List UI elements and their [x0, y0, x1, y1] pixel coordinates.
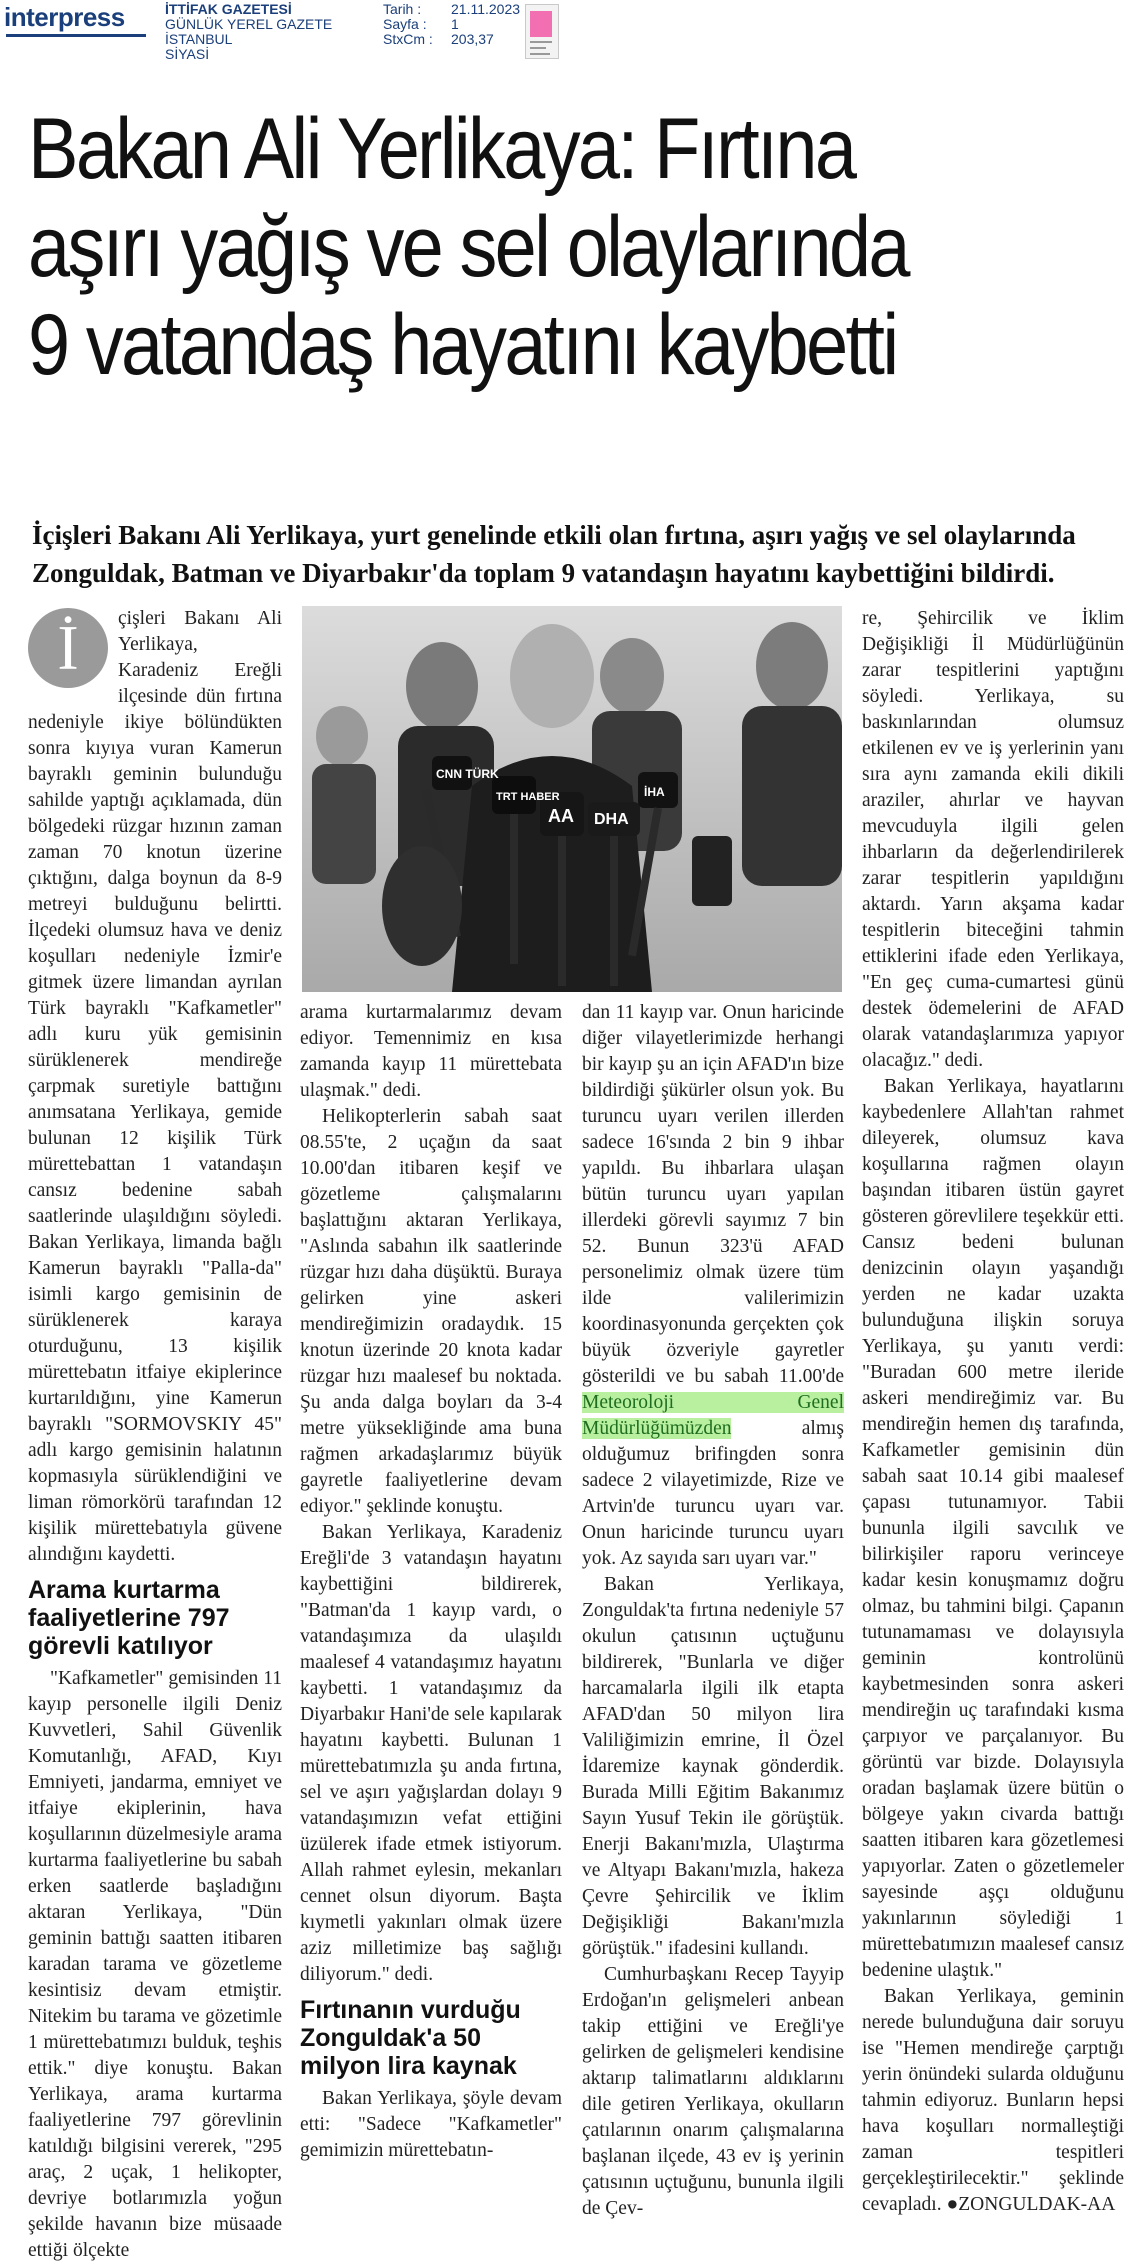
lead-paragraph: İçişleri Bakanı Ali Yerlikaya, yurt genelinde etkili olan fırtına, aşırı yağış ve sel olaylarında Zonguldak, Batman ve Diyarbakır'da toplam 9 vatandaşın hayatını kaybettiğini bildirdi. [32, 520, 1076, 588]
page-label: Sayfa : [383, 16, 427, 32]
col1-paragraph-2: "Kafkametler" gemisinden 11 kayıp personelle ilgili Deniz Kuvvetleri, Sahil Güvenlik Komutanlığı, AFAD, Kıyı Emniyeti, jandarma, emniyet ve itfaiye ekiplerinin, hava koşullarının düzelmesiyle arama kurtarma faaliyetlerine bu sabah erken saatlerde başladığını aktaran Yerlikaya, "Dün geminin battığı saatten itibaren karadan tarama ve gözetleme kesintisiz devam etmiştir. Nitekim bu tarama ve gözetimle 1 mürettebatımızı bulduk, teşhis ettik." diye konuştu. Bakan Yerlikaya, arama kurtarma faaliyetlerine 797 görevlinin katıldığı bilgisini vererek, "295 araç, 2 uçak, 1 helikopter, devriye botlarımızla yoğun şekilde havanın bize müsaade ettiği ölçekte [28, 1668, 282, 2261]
headline-line-2: aşırı yağış ve sel olaylarında [28, 199, 908, 295]
column-4 [862, 606, 1124, 2218]
press-photo [302, 606, 842, 992]
col3-paragraph-2: Bakan Yerlikaya, Zonguldak'ta fırtına nedeniyle 57 okulun çatısının uçtuğunu bildirerek, "Bunlarla ve diğer harcamalarla ilgili ilk etapta AFAD'dan 50 milyon lira Valiliğimizin emrine, İl Özel İdaremize kaynak gönderdik. Burada Milli Eğitim Bakanımız Sayın Yusuf Tekin ile görüştük. Enerji Bakanı'mızla, Ulaştırma ve Altyapı Bakanı'mızla, hakeza Çevre Şehircilik ve İklim Değişikliği Bakanı'mızla görüştük." ifadesini kullandı. [582, 1574, 844, 1959]
publication-frequency: GÜNLÜK YEREL GAZETE [165, 16, 333, 32]
news-credit: ZONGULDAK-AA [958, 2194, 1116, 2215]
thumbnail-line [530, 41, 552, 43]
area-label: StxCm : [383, 31, 433, 47]
thumbnail-highlight [530, 11, 552, 37]
subheading-zonguldak: Fırtınanın vurduğu Zonguldak'a 50 milyon lira kaynak [300, 1996, 521, 2080]
mic-label-3: AA [548, 806, 574, 826]
mic-label-2: TRT HABER [496, 791, 560, 803]
date-value: 21.11.2023 [451, 1, 521, 17]
col4-p3-text: Bakan Yerlikaya, geminin nerede bulunduğuna dair soruyu ise "Hemen mendireğe çarptığı yerin önündeki sularda olduğunu tahmin ediyoruz. Bunların hepsi hava koşulları normalleştiği zaman tespitleri gerçekleştirilecektir." şeklinde cevapladı. [862, 1986, 1124, 2215]
credit-bullet: ● [946, 2194, 959, 2215]
col3-paragraph-1 [582, 1000, 844, 1572]
headline-line-1: Bakan Ali Yerlikaya: Fırtına [28, 101, 855, 197]
mic-label-1: CNN TÜRK [436, 767, 499, 781]
col1-p1-text: çişleri Bakanı Ali Yerlikaya, Karadeniz Ereğli ilçesinde dün fırtına nedeniyle ikiye bölündükten sonra kıyıya vuran Kamerun bayraklı geminin bulunduğu sahilde yaptığı açıklamada, dün bölgedeki rüzgar hızının zaman zaman 70 knotun üzerine çıktığını, dalga boynun da 8-9 metreyi bulduğunu belirtti. İlçedeki olumsuz hava ve deniz koşulları nedeniyle İzmir'e gitmek üzere limandan ayrılan Türk bayraklı "Kafkametler" adlı kuru yük gemisinin sürüklenerek mendireğe çarpmak suretiyle battığını anımsatana Yerlikaya, gemide bulunan 12 kişilik Türk mürettebattan 1 vatandaşın cansız bedenine sabah saatlerinde ulaşıldığını söyledi. Bakan Yerlikaya, limanda bağlı Kamerun bayraklı "Palla-da" isimli kargo gemisinin de sürüklenerek karaya oturduğunu, 13 kişilik mürettebatın itfaiye ekiplerince kurtarıldığını, yine Kamerun bayraklı "SORMOVSKIY 45" adlı kargo gemisinin halatının kopmasıyla sürüklendiğini ve liman römorkörü tarafından 12 kişilik mürettebatıyla güvene alındığını kaydetti. [28, 608, 282, 1565]
col1-paragraph-1 [28, 606, 282, 1568]
publication-info [165, 2, 332, 62]
column-1 [28, 606, 282, 2264]
mic-label-5: İHA [644, 785, 665, 799]
col2-paragraph-3: Bakan Yerlikaya, Karadeniz Ereğli'de 3 vatandaşın hayatını kaybettiğini bildirerek, "Batman'da 1 kayıp vardı, o vatandaşımıza da ulaşıldı maalesef 4 vatandaşımız hayatını kaybetti. 1 vatandaşımız da Diyarbakır Hani'de sele kapılarak hayatını kaybetti. Bulunan 1 mürettebatımızla şu anda fırtına, sel ve aşırı yağışlardan dolayı 9 vatandaşımızın vefat ettiğini üzülerek ifade etmek istiyorum. Allah rahmet eylesin, mekanları cennet olsun diyorum. Başta kıymetli yakınları olmak üzere aziz milletimize baş sağlığı diliyorum." dedi. [300, 1522, 562, 1985]
headline-line-3: 9 vatandaş hayatını kaybetti [28, 297, 897, 393]
col2-paragraph-1: arama kurtarmalarımız devam ediyor. Temennimiz en kısa zamanda kayıp 11 mürettebata ulaşmak." dedi. [300, 1002, 562, 1101]
col3-p1-text: dan 11 kayıp var. Onun haricinde diğer vilayetlerimizde herhangi bir kayıp şu an için AFAD'ın bize bildirdiği şükürler olsun yok. Bu turuncu uyarı verilen illerden sadece 16'sında 2 bin 9 ihbar yapıldı. Bu ihbarlara ulaşan bütün turuncu uyarı yapılan illerdeki görevli sayımız 7 bin 52. Bunun 323'ü AFAD personelimiz olmak üzere tüm ilde valilerimizin koordinasyonunda gerçekten çok büyük özveriyle gayretler gösterildi ve bu sabah 11.00'de [582, 1002, 844, 1387]
mic-label-4: DHA [594, 811, 629, 828]
col4-paragraph-1: re, Şehircilik ve İklim Değişikliği İl Müdürlüğünün zarar tespitlerini yaptığını söyledi. Yerlikaya, su baskınlarından olumsuz etkilenen ev ve iş yerlerinin yanı sıra aynı zamanda ekili dikili araziler, ahırlar ve hayvan mevcuduyla ilgili gelen ihbarların da değerlendirilerek zarar tespitlerin yapıldığını aktardı. Yarın akşama kadar tespitlerin biteceğini tahmin ettiklerini ifade eden Yerlikaya, "En geç cuma-cumartesi günü destek ödemelerini de AFAD olarak vatandaşlarımıza yapıyor olacağız." dedi. [862, 608, 1124, 1071]
photo-illustration [302, 606, 842, 992]
column-2 [300, 1000, 562, 2164]
logo-underline [6, 34, 146, 37]
clipping-header [0, 0, 1148, 66]
col2-paragraph-4: Bakan Yerlikaya, şöyle devam etti: "Sadece "Kafkametler" gemimizin mürettebatın- [300, 2088, 562, 2161]
page-value: 1 [451, 16, 459, 32]
area-value: 203,37 [451, 31, 494, 47]
headline [28, 100, 996, 394]
col4-paragraph-2: Bakan Yerlikaya, hayatlarını kaybedenlere Allah'tan rahmet dileyerek, olumsuz kava koşullarına rağmen olayın başından itibaren üstün gayret gösteren görevlilere teşekkür etti. Cansız bedeni bulunan denizcinin olayın yaşandığı yerden ne kadar uzakta bulunduğuna ilişkin soruya Yerlikaya, şu yanıtı verdi: "Buradan 600 metre ileride askeri mendireğimiz var. Bu mendireğin hemen dış tarafında, Kafkametler gemisinin dün sabah saat 10.14 gibi maalesef çapası tutunamıyor. Tabii bununla ilgili savcılık ve bilirkişiler raporu verinceye kadar kesin konuşmamız doğru olmaz, bu tahmini bilgi. Çapanın tutunamaması ve dolayısıyla geminin kontrolünü kaybetmesinden sonra askeri mendireğin uç tarafındaki kısma çarpıyor ve parçalanıyor. Bu görüntü var bizde. Dolayısıyla oradan başlamak üzere bütün o bölgeye yakın civarda battığı saatten itibaren kara gözetlemesi yapıyorlar. Zaten o gözetlemeler sayesinde aşçı olduğunu yakınlarının söylediği 1 mürettebatımızın maalesef cansız bedenine ulaştık." [862, 1076, 1124, 1981]
drop-cap: İ [28, 608, 108, 688]
thumbnail-line [530, 47, 546, 49]
clipping-meta [383, 2, 520, 47]
publication-section: SİYASİ [165, 46, 210, 62]
interpress-logo: interpress [4, 2, 125, 32]
col2-paragraph-2: Helikopterlerin sabah saat 08.55'te, 2 uçağın da saat 10.00'dan itibaren keşif ve gözetleme çalışmalarını başlattığını aktaran Yerlikaya, "Aslında sabahın ilk saatlerinde rüzgar hızı daha düşüktü. Buraya gelirken yine askeri mendireğimizin oradaydık. 15 knotun üzerinde 20 knota kadar rüzgar hızı maalesef bu noktada. Şu anda dalga boyları da 3-4 metre yüksekliğinde ama buna rağmen arkadaşlarımız büyük gayretle faaliyetlerine devam ediyor." şeklinde konuştu. [300, 1106, 562, 1517]
col3-paragraph-3: Cumhurbaşkanı Recep Tayyip Erdoğan'ın gelişmeleri anbean takip ettiğini ve Ereğli'ye gelirken de gelişmeleri kendisine aktarıp talimatlarını aldıklarını dile getiren Yerlikaya, okulların çatılarının onarım çalışmalarına başlanan ilçede, 43 ev iş yerinin çatısının uçtuğunu, bununla ilgili de Çev- [582, 1964, 844, 2219]
subheading-arama-kurtarma: Arama kurtarma faaliyetlerine 797 görevli katılıyor [28, 1576, 230, 1660]
page-thumbnail [525, 4, 559, 59]
thumbnail-line [530, 53, 550, 55]
column-3 [582, 1000, 844, 2222]
publication-name: İTTİFAK GAZETESİ [165, 1, 292, 17]
highlighted-phrase: Meteoroloji Genel Müdürlüğümüzden [582, 1392, 844, 1439]
date-label: Tarih : [383, 1, 422, 17]
col4-paragraph-3 [862, 1984, 1124, 2218]
col3-p1b-text: almış olduğumuz brifingden sonra sadece 2 vilayetimizde, Rize ve Artvin'de turuncu uyarı var. Onun haricinde turuncu uyarı yok. Az sayıda sarı uyarı var." [582, 1418, 844, 1569]
publication-city: İSTANBUL [165, 31, 233, 47]
